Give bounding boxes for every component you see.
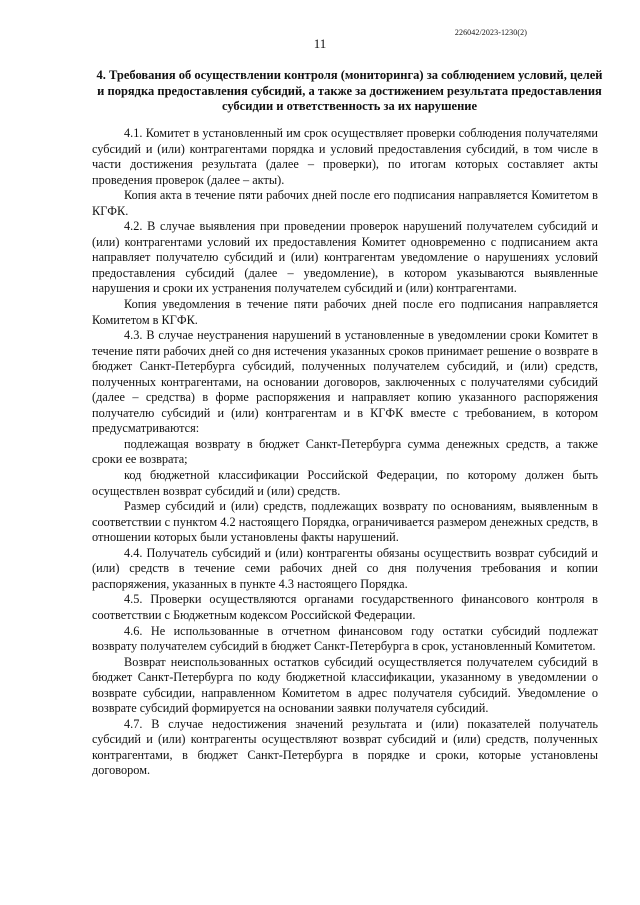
- paragraph-4-5: 4.5. Проверки осуществляются органами государственного финансового контроля в соответствии с Бюджетным кодексом Российской Федерации.: [92, 592, 598, 622]
- paragraph: Размер субсидий и (или) средств, подлежащих возврату по основаниям, выявленным в соответствии с пунктом 4.2 настоящего Порядка, ограничивается размером денежных средств, в отношении которых были установлены факты нарушений.: [92, 499, 598, 545]
- paragraph-4-1: 4.1. Комитет в установленный им срок осуществляет проверки соблюдения получателями субсидий и (или) контрагентами порядка и условий предоставления субсидий, в том числе в части достижения результата (далее – проверки), по итогам которых составляет акты проведения проверок (далее – акты).: [92, 126, 598, 187]
- paragraph: Возврат неиспользованных остатков субсидий осуществляется получателем субсидий в бюджет Санкт-Петербурга по коду бюджетной классификации, указанному в уведомлении о возврате субсидии, направленном Комитетом в адрес получателя субсидий. Уведомление о возврате субсидий формируется на основании заявки получателя субсидий.: [92, 654, 598, 716]
- paragraph: код бюджетной классификации Российской Федерации, по которому должен быть осуществлен возврат субсидий и (или) средств.: [92, 468, 598, 498]
- page-number: 11: [313, 36, 327, 51]
- paragraph: подлежащая возврату в бюджет Санкт-Петербурга сумма денежных средств, а также сроки ее возврата;: [92, 436, 598, 467]
- paragraph-4-4: 4.4. Получатель субсидий и (или) контрагенты обязаны осуществить возврат субсидий и (или) средств в течение семи рабочих дней со дня получения требования и копии распоряжения, указанных в пункте 4.3 настоящего Порядка.: [92, 545, 598, 591]
- paragraph-4-7: 4.7. В случае недостижения значений результата и (или) показателей получатель субсидий и (или) контрагенты осуществляют возврат субсидий и (или) средств, полученных контрагентами, в бюджет Санкт-Петербурга в порядке и сроки, которые установлены договором.: [92, 716, 598, 778]
- document-id: 226042/2023-1230(2): [454, 28, 527, 37]
- paragraph-4-3: 4.3. В случае неустранения нарушений в установленные в уведомлении сроки Комитет в течение пяти рабочих дней со дня истечения указанных сроков принимает решение о возврате в бюджет Санкт-Петербурга субсидий, полученных получателем субсидий, и (или) средств, полученных контрагентами, на основании договоров, заключенных с получателями субсидий (далее – средства) в форме распоряжения и направляет копию указанного распоряжения получателю субсидий и (или) контрагентам и в КГФК вместе с требованием, в котором предусматриваются:: [92, 328, 598, 436]
- document-body: [92, 126, 598, 779]
- paragraph-4-6: 4.6. Не использованные в отчетном финансовом году остатки субсидий подлежат возврату получателем субсидий в бюджет Санкт-Петербурга в срок, установленный Комитетом.: [92, 623, 598, 654]
- paragraph: Копия уведомления в течение пяти рабочих дней после его подписания направляется Комитетом в КГФК.: [92, 297, 598, 327]
- paragraph: Копия акта в течение пяти рабочих дней после его подписания направляется Комитетом в КГФК.: [92, 188, 598, 218]
- paragraph-4-2: 4.2. В случае выявления при проведении проверок нарушений получателем субсидий и (или) контрагентами условий их предоставления Комитет одновременно с подписанием акта направляет получателю субсидий и (или) контрагентам уведомление о нарушениях условий предоставления субсидий (далее – уведомление), в котором указываются выявленные нарушения и сроки их устранения получателем субсидий и (или) контрагентами.: [92, 219, 598, 296]
- section-heading: 4. Требования об осуществлении контроля (мониторинга) за соблюдением условий, целей и порядка предоставления субсидий, а также за достижением результата предоставления субсидии и ответственность за их нарушение: [96, 68, 603, 113]
